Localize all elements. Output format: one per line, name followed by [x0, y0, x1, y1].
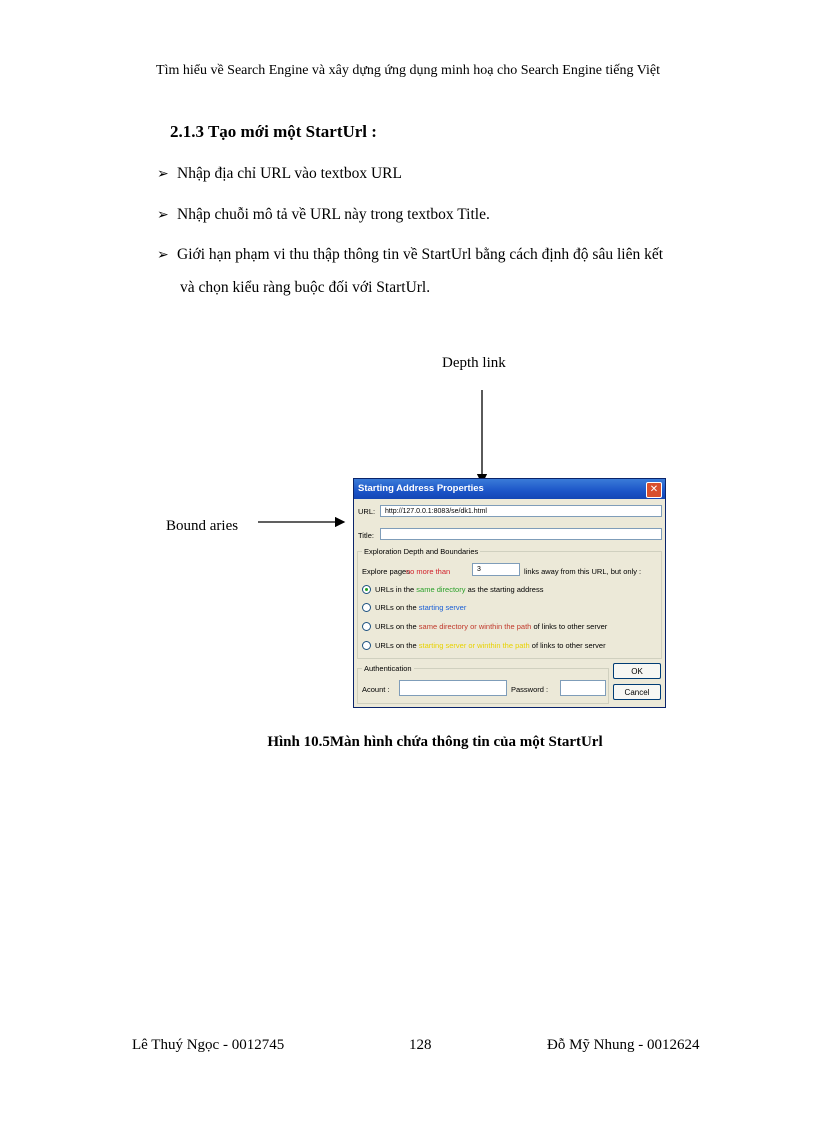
starting-address-dialog [353, 478, 666, 708]
dialog-title: Starting Address Properties [358, 483, 484, 494]
group-label: Exploration Depth and Boundaries [364, 547, 479, 556]
option-label: URLs in the same directory as the starting address [375, 585, 544, 594]
radio-same-directory[interactable] [362, 585, 371, 594]
password-label: Password : [511, 685, 549, 694]
depth-link-label: Depth link [442, 355, 506, 371]
cancel-button[interactable]: Cancel [613, 684, 661, 700]
title-label: Title: [358, 531, 374, 540]
auth-label: Authentication [364, 664, 412, 673]
figure-caption: Hình 10.5Màn hình chứa thông tin của một StartUrl [267, 734, 603, 750]
bullet-item: ➢ Nhập chuỗi mô tả về URL này trong textbox Title. [157, 206, 490, 223]
footer-right: Đỗ Mỹ Nhung - 0012624 [547, 1037, 700, 1053]
radio-starting-server[interactable] [362, 603, 371, 612]
footer-left: Lê Thuý Ngọc - 0012745 [132, 1037, 285, 1053]
option-label: URLs on the starting server [375, 603, 467, 612]
explore-prefix: Explore pages [362, 567, 410, 576]
password-input[interactable] [560, 680, 606, 696]
bullet-continuation: và chọn kiểu ràng buộc đối với StartUrl. [180, 279, 431, 296]
page-number: 128 [409, 1037, 432, 1053]
title-input[interactable] [380, 528, 662, 540]
url-label: URL: [358, 507, 376, 516]
option-label: URLs on the starting server or winthin the path of links to other server [375, 641, 606, 650]
depth-input[interactable]: 3 [472, 563, 520, 576]
radio-same-directory-path[interactable] [362, 622, 371, 631]
dialog-titlebar [354, 479, 665, 499]
close-icon[interactable]: ✕ [646, 482, 662, 498]
explore-suffix: links away from this URL, but only : [524, 567, 642, 576]
bullet-item: ➢ Nhập địa chỉ URL vào textbox URL [157, 165, 402, 182]
option-label: URLs on the same directory or winthin the path of links to other server [375, 622, 608, 631]
page-header: Tìm hiểu về Search Engine và xây dựng ứng dụng minh hoạ cho Search Engine tiếng Việt [156, 63, 660, 78]
arrow-bullet-icon: ➢ [157, 167, 169, 182]
account-input[interactable] [399, 680, 507, 696]
bullet-item: ➢ Giới hạn phạm vi thu thập thông tin về StartUrl bằng cách định độ sâu liên kết [157, 246, 664, 263]
boundaries-label: Bound aries [166, 518, 239, 534]
explore-highlight: no more than [406, 567, 451, 576]
arrow-bullet-icon: ➢ [157, 248, 169, 263]
radio-starting-server-path[interactable] [362, 641, 371, 650]
account-label: Acount : [362, 685, 390, 694]
arrow-bullet-icon: ➢ [157, 208, 169, 223]
url-input[interactable]: http://127.0.0.1:8083/se/dk1.html [380, 505, 662, 517]
section-title: 2.1.3 Tạo mới một StartUrl : [170, 122, 377, 141]
ok-button[interactable]: OK [613, 663, 661, 679]
